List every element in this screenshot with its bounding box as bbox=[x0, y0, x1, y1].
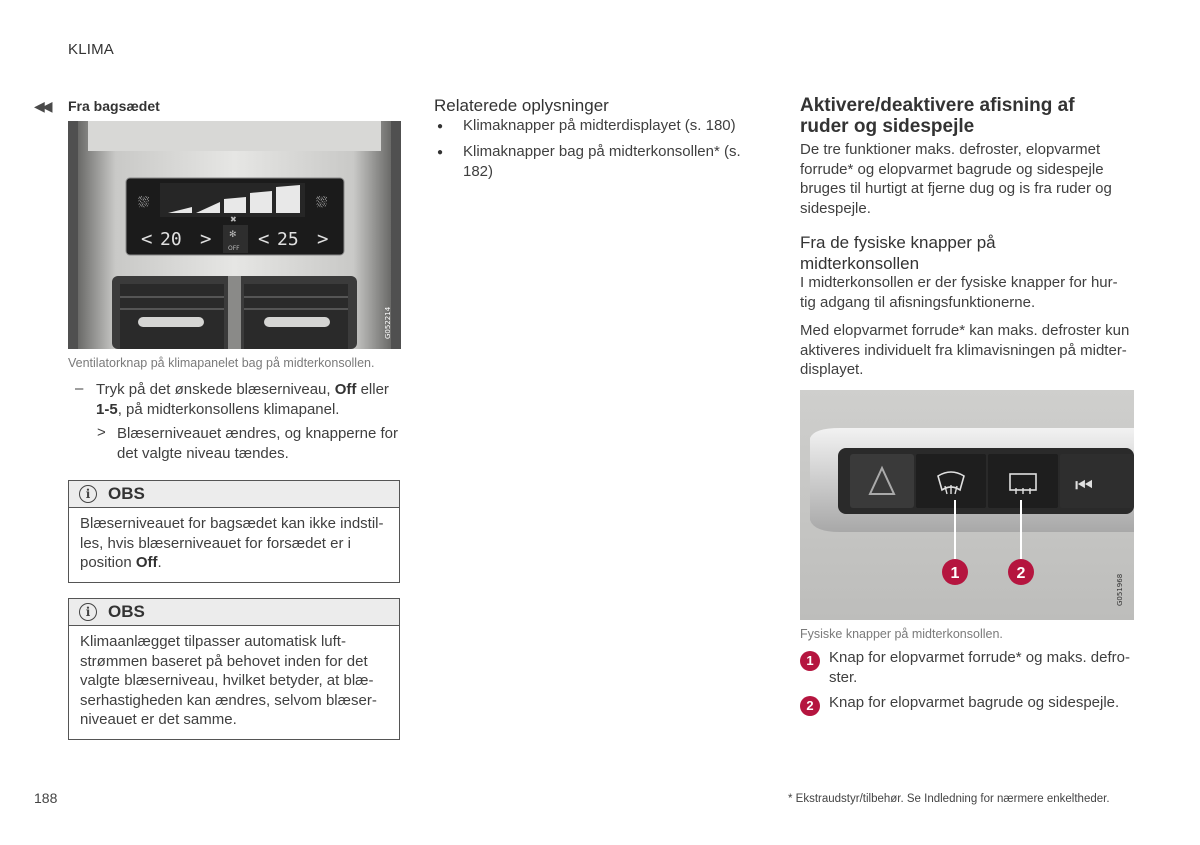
svg-text:<: < bbox=[141, 228, 153, 250]
svg-text:<: < bbox=[258, 228, 270, 250]
svg-text:>: > bbox=[200, 228, 212, 250]
bullet-icon: ● bbox=[437, 147, 444, 158]
result-marker: > bbox=[97, 424, 106, 441]
callout-1: 1 bbox=[950, 565, 960, 582]
callout-2: 2 bbox=[1016, 565, 1026, 582]
note-box-1 bbox=[68, 480, 400, 583]
paragraph: Med elopvarmet forrude* kan maks. defroster kun aktiveres individuelt fra klimavisningen på midter-displayet. bbox=[800, 322, 1130, 378]
defrost-heading: Aktivere/deaktivere afisning af ruder og sidespejle bbox=[800, 95, 1075, 137]
svg-text:>: > bbox=[317, 228, 329, 250]
center-console-buttons-image bbox=[800, 390, 1134, 620]
note-title: OBS bbox=[108, 484, 145, 503]
left-heading: Fra bagsædet bbox=[68, 98, 160, 114]
right-temp-readout: 25 bbox=[277, 229, 299, 250]
figure-caption: Fysiske knapper på midterkonsollen. bbox=[800, 627, 1003, 641]
note-body: Blæserniveauet for bagsædet kan ikke indstil-les, hvis blæserniveauet for forsædet er i position Off. bbox=[80, 515, 384, 571]
step-marker: – bbox=[75, 380, 84, 397]
section-title: KLIMA bbox=[68, 41, 115, 58]
page-number: 188 bbox=[34, 790, 58, 806]
figure-caption: Ventilatorknap på klimapanelet bag på midterkonsollen. bbox=[68, 356, 375, 370]
note-title: OBS bbox=[108, 602, 145, 621]
info-icon: i bbox=[79, 603, 97, 621]
figure-id: G051968 bbox=[1116, 573, 1124, 606]
left-temp-readout: 20 bbox=[160, 229, 182, 250]
note-body: Klimaanlægget tilpasser automatisk luft-strømmen baseret på behovet inden for det valgte blæserniveau, hvilket betyder, at blæ-serhastigheden kan ændres, selvom blæser-niveauet er det samme. bbox=[80, 633, 377, 728]
number-badge: 2 bbox=[800, 696, 820, 716]
svg-text:⏮: ⏮ bbox=[1075, 473, 1093, 497]
paragraph: I midterkonsollen er der fysiske knapper for hur-tig adgang til afisningsfunktionerne. bbox=[800, 274, 1118, 311]
physical-buttons-subheading: Fra de fysiske knapper på midterkonsollen bbox=[800, 233, 996, 273]
svg-text:✖: ✖ bbox=[230, 215, 237, 224]
bullet-icon: ● bbox=[437, 121, 444, 132]
note-box-2 bbox=[68, 598, 400, 740]
related-link[interactable]: Klimaknapper på midterdisplayet (s. 180) bbox=[463, 117, 736, 134]
result-text: Blæserniveauet ændres, og knapperne for det valgte niveau tændes. bbox=[117, 425, 399, 462]
related-link[interactable]: Klimaknapper bag på midterkonsollen* (s. 182) bbox=[463, 143, 741, 180]
console-buttons-illustration bbox=[800, 390, 1134, 620]
number-badge: 1 bbox=[800, 651, 820, 671]
off-label: OFF bbox=[228, 245, 240, 252]
double-chevron-left-icon[interactable]: ◀◀ bbox=[34, 98, 50, 114]
svg-text:✻: ✻ bbox=[229, 230, 237, 240]
info-icon: i bbox=[79, 485, 97, 503]
intro-paragraph: De tre funktioner maks. defroster, elopvarmet forrude* og elopvarmet bagrude og sidespejle bruges til hurtigt at fjerne dug og is fra ruder og sidespejle. bbox=[800, 141, 1112, 217]
list-item: Knap for elopvarmet forrude* og maks. defro-ster. bbox=[829, 649, 1130, 686]
list-item: Knap for elopvarmet bagrude og sidespejle. bbox=[829, 694, 1120, 711]
note-header bbox=[69, 599, 399, 626]
related-info-heading: Relaterede oplysninger bbox=[434, 96, 609, 115]
figure-id: G052214 bbox=[384, 306, 392, 339]
note-header bbox=[69, 481, 399, 508]
step-text: Tryk på det ønskede blæserniveau, Off eller 1-5, på midterkonsollens klimapanel. bbox=[96, 381, 389, 418]
rear-climate-panel-image bbox=[68, 121, 401, 349]
svg-text:⛆: ⛆ bbox=[138, 195, 150, 211]
rear-climate-panel-illustration bbox=[68, 121, 401, 349]
svg-text:⛆: ⛆ bbox=[316, 195, 328, 211]
footnote: * Ekstraudstyr/tilbehør. Se Indledning for nærmere enkeltheder. bbox=[788, 793, 1110, 805]
